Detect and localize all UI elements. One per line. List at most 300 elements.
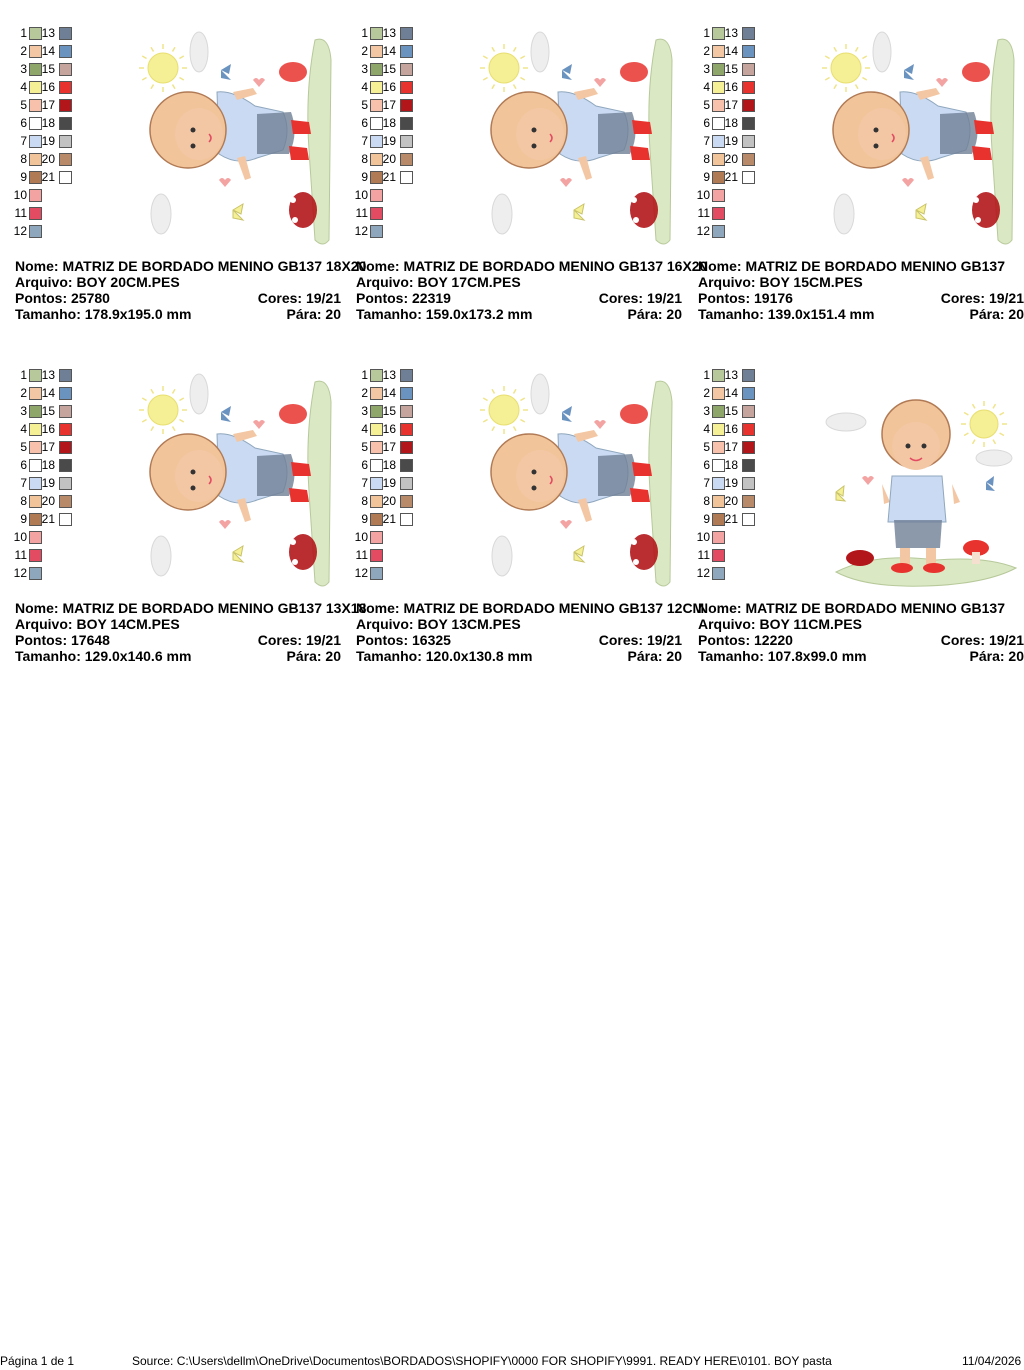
color-swatch <box>400 513 413 526</box>
tamanho-label: Tamanho: <box>356 648 426 664</box>
cloud-icon <box>492 536 512 576</box>
legend-number: 13 <box>41 368 55 382</box>
color-swatch <box>59 99 72 112</box>
sun-ray <box>151 47 154 51</box>
butterfly-icon <box>562 406 572 422</box>
face <box>892 422 940 470</box>
legend-entry-21 <box>698 512 768 526</box>
butterfly-icon <box>904 64 914 80</box>
legend-number: 16 <box>724 80 738 94</box>
sun-ray <box>173 389 176 393</box>
eye <box>874 128 879 133</box>
color-swatch <box>400 441 413 454</box>
legend-number: 3 <box>361 62 368 76</box>
arquivo-label: Arquivo: <box>356 616 418 632</box>
legend-number: 11 <box>697 548 710 562</box>
nome-label: Nome: <box>356 258 404 274</box>
color-swatch <box>742 495 755 508</box>
sun-ray <box>483 420 487 423</box>
sun-ray <box>1000 413 1004 416</box>
legend-number: 2 <box>361 44 368 58</box>
legend-entry-17 <box>356 440 426 454</box>
cores-label: Cores: <box>257 290 306 306</box>
legend-entry-21 <box>698 170 768 184</box>
color-swatch <box>742 135 755 148</box>
heart-icon <box>936 78 948 87</box>
color-swatch <box>29 207 42 220</box>
leg <box>900 548 910 564</box>
shorts <box>257 454 295 496</box>
sun-icon <box>831 53 861 83</box>
legend-number: 18 <box>41 116 55 130</box>
legend-entry-17 <box>698 440 768 454</box>
heart-icon <box>219 520 231 529</box>
color-swatch <box>59 135 72 148</box>
sun-ray <box>492 47 495 51</box>
legend-entry-16 <box>356 80 426 94</box>
eye <box>874 144 879 149</box>
legend-number: 14 <box>724 386 738 400</box>
legend-entry-17 <box>15 98 85 112</box>
butterfly-icon <box>574 204 584 220</box>
color-swatch <box>742 369 755 382</box>
sun-ray <box>514 426 517 430</box>
legend-entry-17 <box>698 98 768 112</box>
pontos-label: Pontos: <box>15 632 71 648</box>
design-size: 120.0x130.8 mm <box>425 648 533 664</box>
legend-number: 20 <box>382 152 396 166</box>
legend-entry-15 <box>15 404 85 418</box>
design-name: MATRIZ DE BORDADO MENINO GB137 12CM <box>403 600 705 616</box>
shoe <box>289 488 309 502</box>
legend-number: 6 <box>703 458 710 472</box>
legend-number: 16 <box>41 422 55 436</box>
legend-number: 6 <box>20 116 27 130</box>
legend-number: 4 <box>361 80 368 94</box>
arm <box>916 88 940 100</box>
legend-entry-13 <box>356 26 426 40</box>
eye <box>532 486 537 491</box>
legend-entry-18 <box>15 116 85 130</box>
file-name: BOY 13CM.PES <box>417 616 521 632</box>
legend-number: 9 <box>361 512 368 526</box>
cloud-icon <box>873 32 891 72</box>
shoe <box>289 146 309 160</box>
legend-number: 11 <box>697 206 710 220</box>
legend-number: 21 <box>724 512 738 526</box>
legend-number: 19 <box>382 134 396 148</box>
color-swatch <box>400 423 413 436</box>
color-swatch <box>400 81 413 94</box>
sun-ray <box>179 398 183 401</box>
legend-number: 5 <box>361 440 368 454</box>
arm <box>574 88 598 100</box>
legend-entry-14 <box>356 44 426 58</box>
color-swatch <box>29 567 42 580</box>
legend-number: 15 <box>382 404 396 418</box>
legend-number: 12 <box>354 224 368 238</box>
sun-icon <box>970 410 998 438</box>
color-swatch <box>400 27 413 40</box>
color-swatch <box>59 27 72 40</box>
sun-icon <box>148 395 178 425</box>
legend-number: 3 <box>703 62 710 76</box>
legend-number: 1 <box>361 368 368 382</box>
legend-number: 16 <box>41 80 55 94</box>
legend-number: 9 <box>703 512 710 526</box>
color-legend <box>698 26 768 242</box>
color-swatch <box>370 225 383 238</box>
legend-number: 18 <box>41 458 55 472</box>
sun-ray <box>151 389 154 393</box>
color-count: 19/21 <box>305 290 341 306</box>
legend-number: 7 <box>361 476 368 490</box>
stitch-count: 22319 <box>412 290 451 306</box>
color-swatch <box>400 63 413 76</box>
legend-number: 6 <box>361 116 368 130</box>
color-swatch <box>742 513 755 526</box>
cores-label: Cores: <box>940 632 989 648</box>
car-dot <box>290 539 296 545</box>
sun-ray <box>142 398 146 401</box>
eye <box>191 128 196 133</box>
eye <box>532 128 537 133</box>
shoe <box>291 120 311 134</box>
design-card-6 <box>696 342 1024 664</box>
sun-ray <box>862 56 866 59</box>
nome-label: Nome: <box>15 600 63 616</box>
legend-entry-19 <box>356 476 426 490</box>
legend-number: 15 <box>724 62 738 76</box>
legend-number: 8 <box>703 494 710 508</box>
color-count: 19/21 <box>305 632 341 648</box>
legend-number: 9 <box>20 512 27 526</box>
heart-icon <box>902 178 914 187</box>
legend-entry-20 <box>15 494 85 508</box>
legend-entry-21 <box>356 512 426 526</box>
sun-ray <box>825 56 829 59</box>
mushroom-icon <box>279 404 307 424</box>
legend-number: 19 <box>724 476 738 490</box>
color-swatch <box>400 459 413 472</box>
tamanho-label: Tamanho: <box>356 306 426 322</box>
legend-number: 7 <box>361 134 368 148</box>
legend-number: 13 <box>724 26 738 40</box>
color-swatch <box>742 423 755 436</box>
nome-label: Nome: <box>698 600 746 616</box>
sun-ray <box>492 84 495 88</box>
eye <box>532 470 537 475</box>
color-swatch <box>712 549 725 562</box>
legend-entry-14 <box>15 386 85 400</box>
arquivo-label: Arquivo: <box>356 274 418 290</box>
legend-entry-20 <box>698 152 768 166</box>
sun-ray <box>856 84 859 88</box>
legend-number: 14 <box>724 44 738 58</box>
sun-ray <box>834 84 837 88</box>
design-size: 139.0x151.4 mm <box>767 306 875 322</box>
legend-number: 21 <box>724 170 738 184</box>
legend-entry-12 <box>698 566 768 580</box>
legend-number: 21 <box>41 512 55 526</box>
legend-number: 10 <box>354 188 368 202</box>
source-path: Source: C:\Users\dellm\OneDrive\Documentos\BORDADOS\SHOPIFY\0000 FOR SHOPIFY\9991. READY HERE\0101. BOY pasta <box>132 1354 832 1368</box>
legend-number: 12 <box>354 566 368 580</box>
color-count: 19/21 <box>988 632 1024 648</box>
color-swatch <box>29 531 42 544</box>
legend-entry-13 <box>698 368 768 382</box>
mushroom-icon <box>620 404 648 424</box>
legend-entry-20 <box>15 152 85 166</box>
legend-number: 15 <box>41 62 55 76</box>
legend-number: 2 <box>703 44 710 58</box>
embroidery-preview <box>133 30 339 250</box>
pontos-label: Pontos: <box>356 632 412 648</box>
butterfly-icon <box>916 204 926 220</box>
legend-number: 18 <box>382 458 396 472</box>
eye <box>191 470 196 475</box>
embroidery-preview <box>474 372 680 592</box>
sun-ray <box>179 78 183 81</box>
legend-number: 17 <box>41 440 55 454</box>
eye <box>532 144 537 149</box>
design-name: MATRIZ DE BORDADO MENINO GB137 <box>745 600 1005 616</box>
legend-entry-14 <box>698 386 768 400</box>
legend-number: 1 <box>361 26 368 40</box>
color-swatch <box>400 171 413 184</box>
face <box>858 108 906 160</box>
color-swatch <box>742 171 755 184</box>
face <box>175 108 223 160</box>
cloud-icon <box>976 450 1012 466</box>
color-swatch <box>59 171 72 184</box>
color-swatch <box>370 207 383 220</box>
legend-entry-11 <box>15 206 85 220</box>
butterfly-icon <box>836 486 845 501</box>
legend-entry-15 <box>698 404 768 418</box>
legend-number: 13 <box>382 26 396 40</box>
pontos-label: Pontos: <box>698 290 754 306</box>
embroidery-preview <box>474 30 680 250</box>
butterfly-icon <box>221 64 231 80</box>
color-swatch <box>59 45 72 58</box>
embroidery-preview <box>816 372 1022 592</box>
legend-entry-20 <box>356 494 426 508</box>
color-swatch <box>59 81 72 94</box>
legend-number: 17 <box>724 440 738 454</box>
sun-ray <box>483 56 487 59</box>
legend-number: 4 <box>20 422 27 436</box>
color-swatch <box>742 45 755 58</box>
sun-ray <box>179 56 183 59</box>
sun-ray <box>142 56 146 59</box>
legend-number: 10 <box>696 530 710 544</box>
legend-entry-11 <box>356 548 426 562</box>
stop-count: 20 <box>1008 648 1024 664</box>
cloud-icon <box>834 194 854 234</box>
tamanho-label: Tamanho: <box>698 306 768 322</box>
legend-entry-12 <box>15 566 85 580</box>
legend-number: 3 <box>20 62 27 76</box>
stop-count: 20 <box>325 306 341 322</box>
color-swatch <box>59 117 72 130</box>
cloud-icon <box>531 32 549 72</box>
legend-entry-21 <box>356 170 426 184</box>
legend-entry-19 <box>698 476 768 490</box>
file-name: BOY 15CM.PES <box>759 274 863 290</box>
face <box>516 450 564 502</box>
cores-label: Cores: <box>598 632 647 648</box>
file-name: BOY 17CM.PES <box>417 274 521 290</box>
color-swatch <box>742 81 755 94</box>
legend-number: 21 <box>382 170 396 184</box>
cores-label: Cores: <box>257 632 306 648</box>
legend-number: 14 <box>41 44 55 58</box>
legend-number: 19 <box>41 134 55 148</box>
legend-entry-10 <box>698 530 768 544</box>
legend-entry-16 <box>356 422 426 436</box>
design-card-2 <box>354 0 708 322</box>
legend-number: 20 <box>724 494 738 508</box>
color-swatch <box>400 495 413 508</box>
shorts <box>940 112 978 154</box>
legend-number: 8 <box>361 152 368 166</box>
legend-entry-19 <box>15 476 85 490</box>
stop-count: 20 <box>666 648 682 664</box>
design-name: MATRIZ DE BORDADO MENINO GB137 <box>745 258 1005 274</box>
file-name: BOY 20CM.PES <box>76 274 180 290</box>
heart-icon <box>253 78 265 87</box>
heart-icon <box>219 178 231 187</box>
stitch-count: 19176 <box>754 290 793 306</box>
cloud-icon <box>151 194 171 234</box>
legend-number: 5 <box>20 98 27 112</box>
shoe <box>974 120 994 134</box>
legend-number: 1 <box>20 26 27 40</box>
print-date: 11/04/2026 <box>962 1354 1022 1368</box>
legend-entry-10 <box>356 530 426 544</box>
sun-ray <box>173 84 176 88</box>
legend-number: 3 <box>20 404 27 418</box>
eye <box>191 144 196 149</box>
color-swatch <box>59 441 72 454</box>
sun-ray <box>142 78 146 81</box>
legend-entry-15 <box>356 62 426 76</box>
shoe <box>972 146 992 160</box>
color-swatch <box>742 99 755 112</box>
sun-ray <box>514 389 517 393</box>
legend-entry-10 <box>15 188 85 202</box>
legend-number: 5 <box>361 98 368 112</box>
mushroom-icon <box>620 62 648 82</box>
shorts <box>598 112 636 154</box>
mushroom-icon <box>962 62 990 82</box>
sun-ray <box>973 440 976 444</box>
heart-icon <box>560 178 572 187</box>
legend-number: 19 <box>41 476 55 490</box>
sun-ray <box>520 398 524 401</box>
sun-ray <box>964 433 968 436</box>
sun-ray <box>993 404 996 408</box>
legend-number: 16 <box>382 80 396 94</box>
cloud-icon <box>531 374 549 414</box>
shoe <box>632 462 652 476</box>
design-card-3 <box>696 0 1024 322</box>
legend-entry-13 <box>15 26 85 40</box>
car-dot <box>290 197 296 203</box>
heart-icon <box>862 476 874 485</box>
shoe <box>291 462 311 476</box>
color-legend <box>356 368 426 584</box>
legend-number: 9 <box>361 170 368 184</box>
legend-number: 12 <box>696 566 710 580</box>
arquivo-label: Arquivo: <box>15 616 77 632</box>
para-label: Pára: <box>627 306 667 322</box>
legend-number: 1 <box>703 368 710 382</box>
legend-entry-14 <box>356 386 426 400</box>
sun-ray <box>483 78 487 81</box>
legend-entry-10 <box>698 188 768 202</box>
legend-entry-10 <box>356 188 426 202</box>
sun-ray <box>964 413 968 416</box>
legend-number: 12 <box>13 224 27 238</box>
tamanho-label: Tamanho: <box>15 648 85 664</box>
pontos-label: Pontos: <box>15 290 71 306</box>
sun-ray <box>1000 433 1004 436</box>
arm <box>233 430 257 442</box>
legend-number: 7 <box>703 476 710 490</box>
color-swatch <box>29 549 42 562</box>
color-swatch <box>400 405 413 418</box>
color-swatch <box>59 477 72 490</box>
design-size: 107.8x99.0 mm <box>767 648 867 664</box>
color-swatch <box>742 387 755 400</box>
color-swatch <box>742 441 755 454</box>
color-swatch <box>59 63 72 76</box>
color-swatch <box>59 405 72 418</box>
arquivo-label: Arquivo: <box>15 274 77 290</box>
sun-ray <box>142 420 146 423</box>
color-swatch <box>400 477 413 490</box>
cloud-icon <box>826 413 866 431</box>
color-swatch <box>370 567 383 580</box>
legend-entry-16 <box>698 80 768 94</box>
sun-ray <box>825 78 829 81</box>
shoe <box>891 563 913 573</box>
car-dot <box>633 217 639 223</box>
legend-entry-13 <box>15 368 85 382</box>
legend-number: 9 <box>703 170 710 184</box>
legend-number: 4 <box>361 422 368 436</box>
legend-number: 5 <box>20 440 27 454</box>
legend-number: 8 <box>361 494 368 508</box>
legend-entry-21 <box>15 170 85 184</box>
butterfly-icon <box>233 204 243 220</box>
legend-number: 6 <box>703 116 710 130</box>
stop-count: 20 <box>1008 306 1024 322</box>
legend-entry-10 <box>15 530 85 544</box>
legend-number: 8 <box>703 152 710 166</box>
legend-number: 10 <box>13 530 27 544</box>
legend-number: 21 <box>382 512 396 526</box>
legend-number: 15 <box>382 62 396 76</box>
para-label: Pára: <box>627 648 667 664</box>
sun-icon <box>148 53 178 83</box>
design-name: MATRIZ DE BORDADO MENINO GB137 18X20 <box>62 258 367 274</box>
para-label: Pára: <box>969 306 1009 322</box>
legend-number: 12 <box>13 566 27 580</box>
sun-icon <box>489 395 519 425</box>
